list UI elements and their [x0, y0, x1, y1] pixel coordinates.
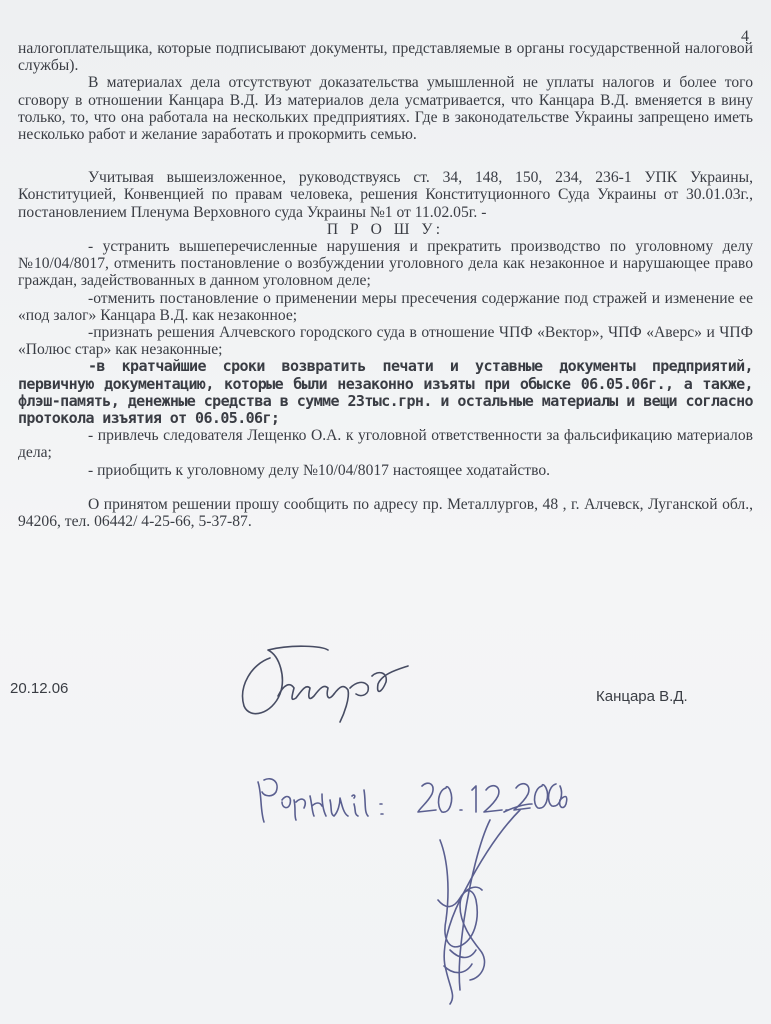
- paragraph-contact: О принятом решении прошу сообщить по адресу пр. Металлургов, 48 , г. Алчевск, Луганской обл., 94206, тел. 06442/ 4-25-66, 5-37-87.: [18, 495, 753, 531]
- request-item-5: - привлечь следователя Лещенко О.А. к уголовной ответственности за фальсификацию материалов дела;: [18, 427, 753, 462]
- paragraph-continuation: налогоплательщика, которые подписывают документы, представляемые в органы государственной налоговой службы).: [18, 40, 753, 75]
- request-heading: П Р О Ш У:: [326, 220, 445, 238]
- signatory-name: Канцара В.Д.: [596, 688, 688, 705]
- document-date: 20.12.06: [10, 680, 69, 697]
- page-number: 4: [741, 28, 749, 45]
- paragraph-legal-basis: Учитывая вышеизложенное, руководствуясь ст. 34, 148, 150, 234, 236-1 УПК Украины, Конституцией, Конвенцией по правам человека, решения Конституционного Суда Украины от 30.01.03г., постановлением Пленума Верховного суда Украины №1 от 11.02.05г. -: [18, 169, 753, 221]
- request-item-6: - приобщить к уголовному делу №10/04/8017 настоящее ходатайство.: [88, 461, 551, 479]
- request-item-4: -в кратчайшие сроки возвратить печати и уставные документы предприятий, первичную документацию, которые были незаконно изъяты при обыске 06.05.06г., а также, флэш-память, денежные средства в сумме 23тыс.грн. и остальные материалы и вещи согласно протокола изъятия от 06.05.06г;: [18, 357, 753, 428]
- receiver-signature: [420, 800, 550, 1010]
- request-item-3: -признать решения Алчевского городского суда в отношение ЧПФ «Вектор», ЧПФ «Аверс» и ЧПФ «Полюс стар» как незаконные;: [18, 324, 753, 359]
- author-signature: [232, 636, 422, 726]
- request-item-1: - устранить вышеперечисленные нарушения и прекратить производство по уголовному делу №10/04/8017, отменить постановление о возбуждении уголовного дела как незаконное и нарушающее право граждан, задействованных в данном уголовном деле;: [18, 238, 753, 290]
- request-item-2: -отменить постановление о применении меры пресечения содержание под стражей и изменение ее «под залог» Канцара В.Д. как незаконное;: [18, 289, 753, 324]
- document-body: [18, 40, 753, 530]
- paragraph-evidence: В материалах дела отсутствуют доказательства умышленной не уплаты налогов и более того сговору в отношении Канцара В.Д. Из материалов дела усматривается, что Канцара В.Д. вменяется в вину только, то, что она работала на нескольких предприятиях. Где в законодательстве Украины запрещено иметь несколько работ и желание заработать и прокормить семью.: [18, 74, 753, 144]
